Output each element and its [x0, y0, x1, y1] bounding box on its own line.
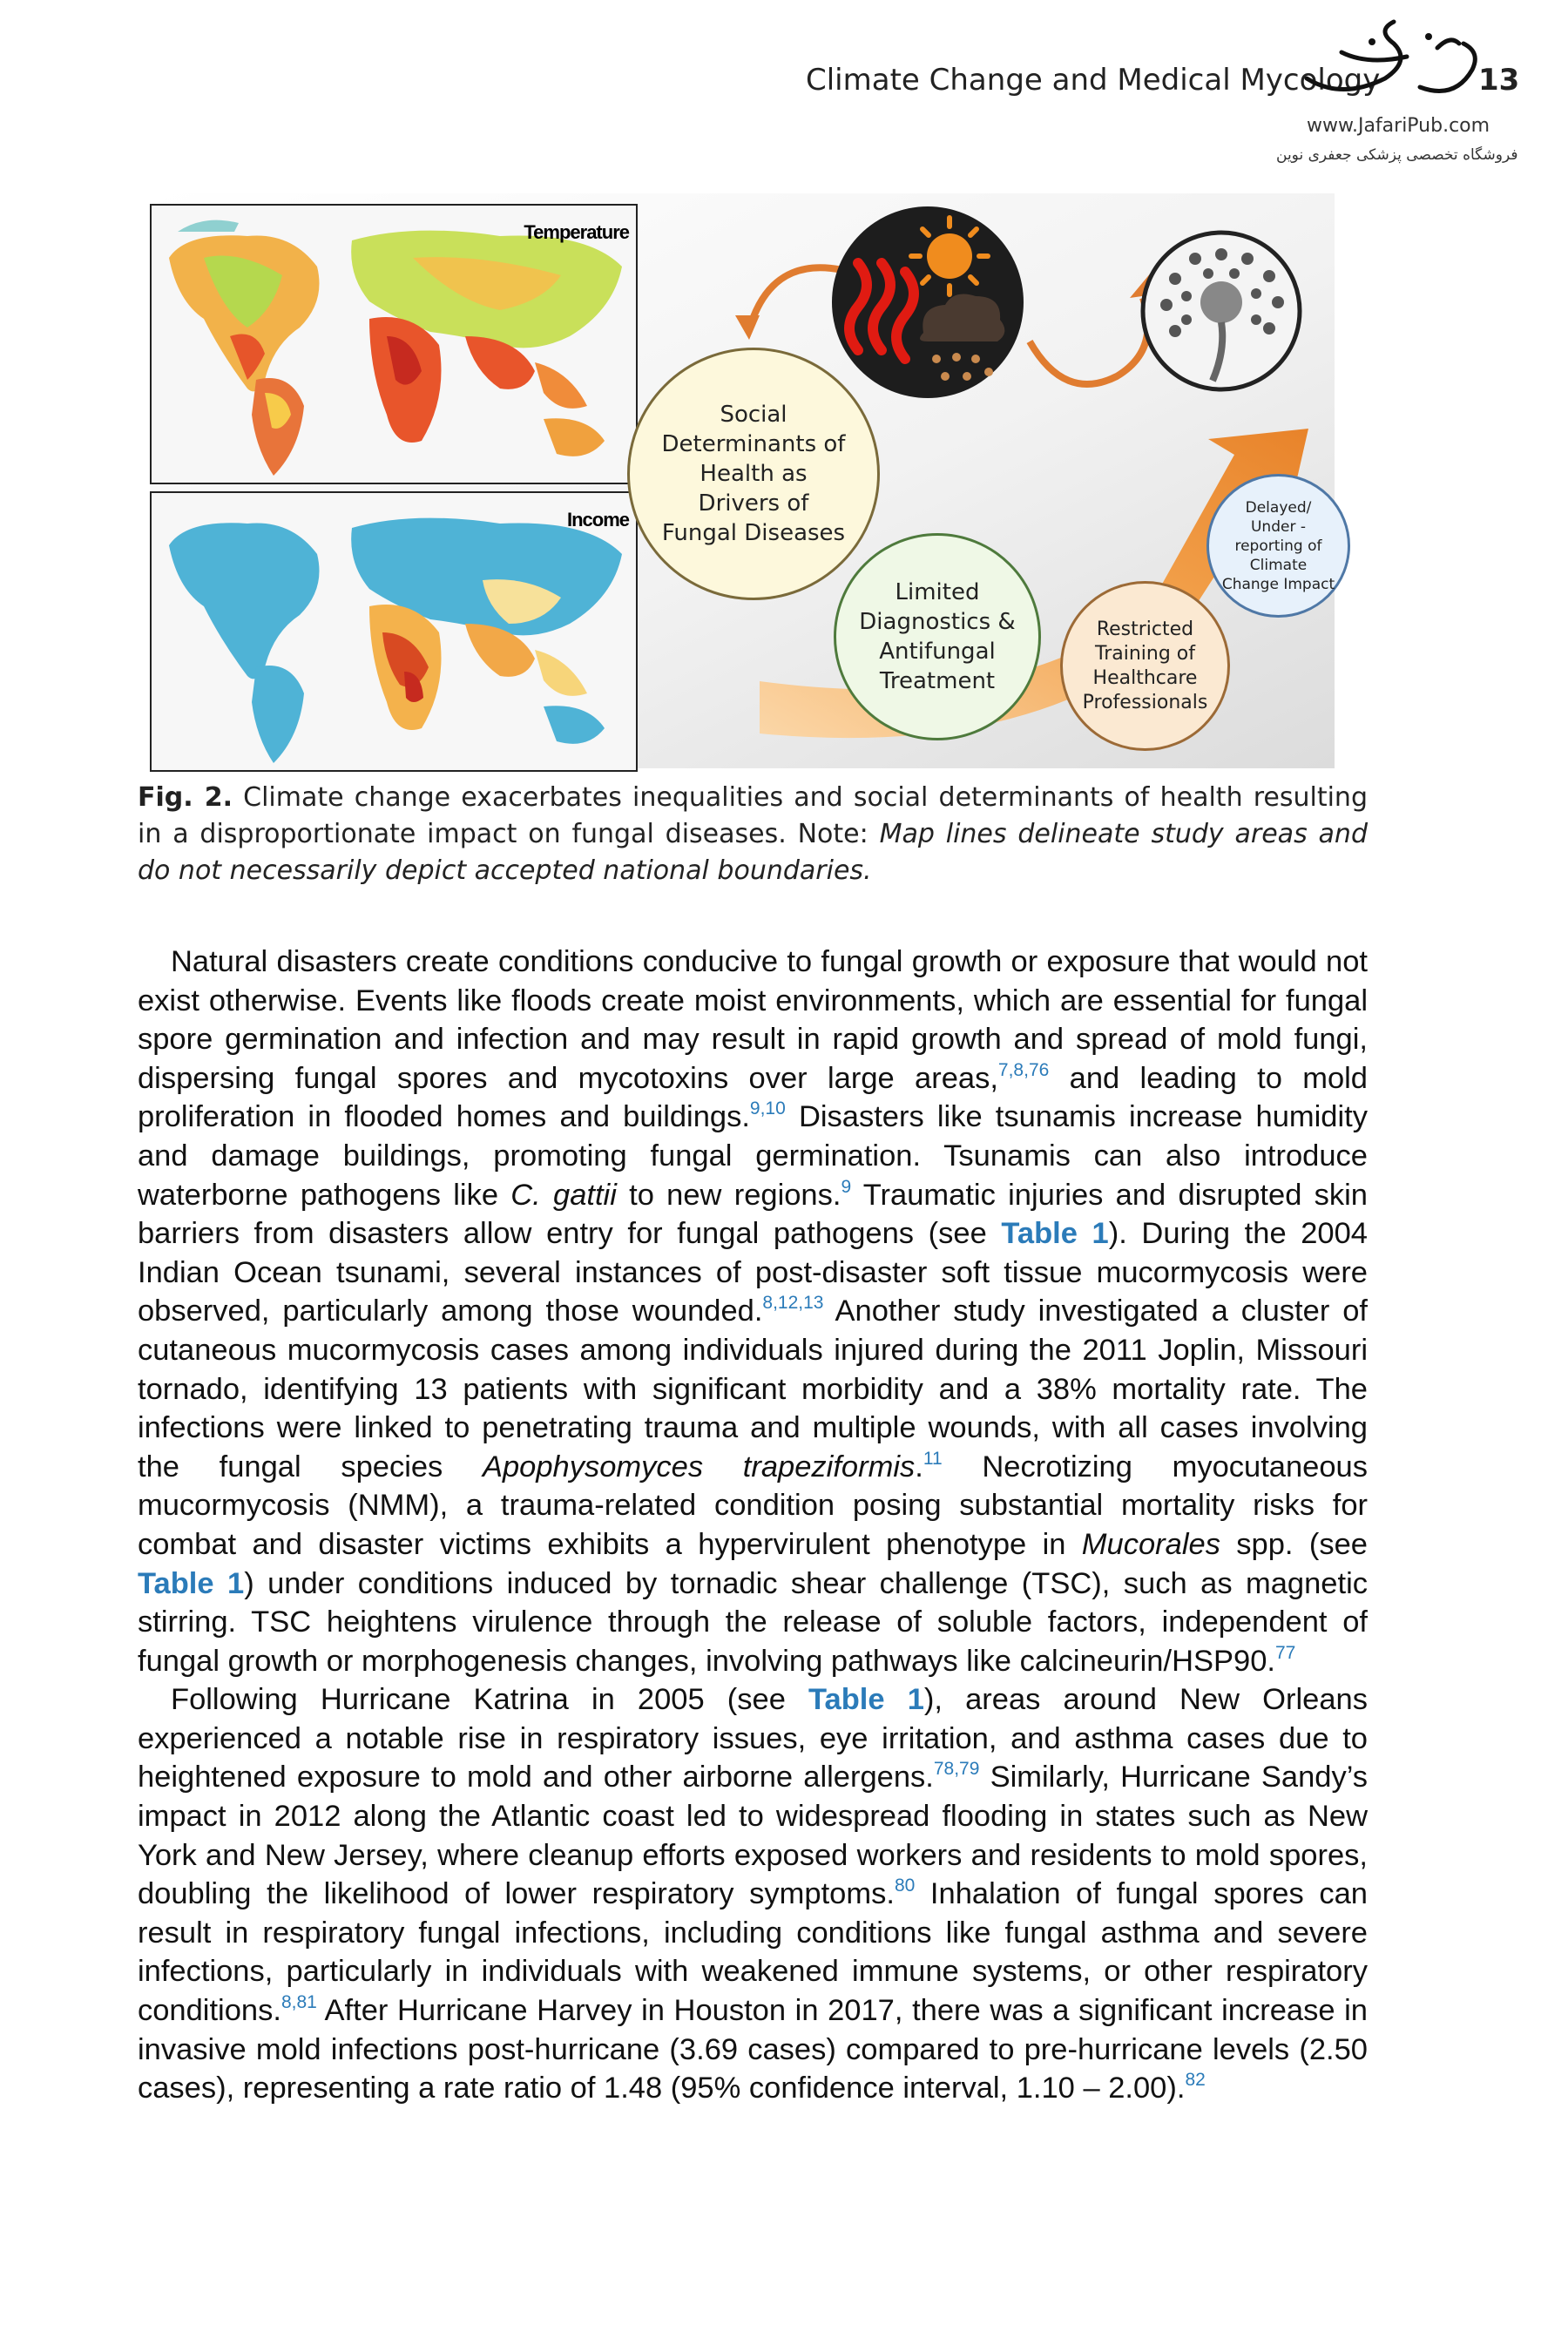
- text-span: Inhalation of fungal spores can result in respiratory fungal infections, including conditions like fungal asthma and severe infections, particularly in individuals with weakened immune systems, or other respiratory conditions.: [138, 1877, 1368, 2028]
- node-restricted-line: Professionals: [1082, 691, 1208, 713]
- node-limited-line: Treatment: [879, 668, 996, 694]
- text-span: Another study investigated a cluster of cutaneous mucormycosis cases among individuals injured during the 2011 Joplin, Missouri tornado, identifying 13 patients with significant morbidity and a 38% mortality rate. The infections were linked to penetrating trauma and multiple wounds, with all cases involving the fungal species: [138, 1294, 1368, 1484]
- caption-text: Climate change exacerbates inequalities and social determinants of health resulting in a disproportionate impact on fungal diseases. Note:: [138, 782, 1368, 849]
- text-span: spp. (see: [1220, 1527, 1368, 1561]
- text-span: Natural disasters create conditions conducive to fungal growth or exposure that would not exist otherwise. Events like floods create moist environments, which are essential for fungal spore germination and infection and may result in rapid growth and spread of mold fungi, dispersing fungal spores and mycotoxins over large areas,: [138, 945, 1368, 1095]
- node-social-line: Social: [720, 402, 787, 428]
- text-span: ) under conditions induced by tornadic shear challenge (TSC), such as magnetic stirring. TSC heightens virulence through the release of soluble factors, independent of fungal growth or morphogenesis changes, involving pathways like calcineurin/HSP90.: [138, 1566, 1368, 1678]
- temperature-world-map-icon: [152, 206, 636, 483]
- species-name: Mucorales: [1081, 1527, 1220, 1561]
- citation-link[interactable]: 82: [1185, 2070, 1206, 2091]
- node-delayed-line: Change Impact: [1221, 575, 1335, 593]
- climate-icon: [828, 202, 1028, 402]
- table-reference-link[interactable]: Table 1: [138, 1566, 245, 1600]
- node-delayed-line: Delayed/: [1245, 498, 1312, 517]
- temperature-map: [150, 204, 638, 484]
- species-name: C. gattii: [510, 1178, 617, 1212]
- publisher-logo-icon: [1289, 17, 1490, 113]
- income-map-label: Income: [566, 509, 629, 531]
- text-span: ). During the 2004 Indian Ocean tsunami, several instances of post-disaster soft tissue mucormycosis were observed, particularly among those wounded.: [138, 1217, 1368, 1328]
- node-social-line: Drivers of: [698, 490, 809, 517]
- node-delayed-line: Under -: [1250, 517, 1306, 536]
- node-limited-line: Diagnostics &: [859, 609, 1016, 635]
- citation-link[interactable]: 8,12,13: [762, 1293, 824, 1314]
- citation-link[interactable]: 80: [894, 1876, 916, 1896]
- citation-link[interactable]: 9,10: [749, 1098, 786, 1119]
- body-text: [138, 943, 1368, 2108]
- node-restricted-training: [1060, 581, 1230, 751]
- text-span: Traumatic injuries and disrupted skin barriers from disasters allow entry for fungal pathogens (see: [138, 1178, 1368, 1251]
- page-number: 13: [1478, 63, 1520, 98]
- species-name: Apophysomyces trapeziformis: [482, 1450, 916, 1484]
- paragraph-2: [138, 1680, 1368, 2108]
- citation-link[interactable]: 7,8,76: [997, 1059, 1050, 1080]
- text-span: Disasters like tsunamis increase humidity and damage buildings, promoting fungal germination. Tsunamis can also introduce waterborne pathogens like: [138, 1100, 1368, 1212]
- node-social-line: Determinants of: [661, 431, 846, 457]
- citation-link[interactable]: 11: [923, 1448, 943, 1469]
- text-span: to new regions.: [616, 1178, 841, 1212]
- node-social-line: Health as: [700, 461, 808, 487]
- text-span: After Hurricane Harvey in Houston in 2017, there was a significant increase in invasive mold infections post-hurricane (3.69 cases) compared to pre-hurricane levels (2.50 cases), representing a rate ratio of 1.48 (95% confidence interval, 1.10 – 2.00).: [138, 1994, 1368, 2105]
- figure-2: [150, 193, 1335, 768]
- text-span: and leading to mold proliferation in flooded homes and buildings.: [138, 1061, 1368, 1134]
- income-map: [150, 491, 638, 772]
- table-reference-link[interactable]: Table 1: [808, 1683, 924, 1717]
- node-social-line: Fungal Diseases: [661, 520, 846, 546]
- node-delayed-line: Climate: [1249, 556, 1308, 574]
- text-span: .: [915, 1450, 923, 1484]
- publisher-url: www.JafariPub.com: [1307, 115, 1490, 137]
- node-limited-line: Antifungal: [879, 639, 996, 665]
- node-restricted-line: Healthcare: [1092, 666, 1198, 689]
- table-reference-link[interactable]: Table 1: [1001, 1217, 1109, 1251]
- text-span: Necrotizing myocutaneous mucormycosis (NMM), a trauma-related condition posing substantial mortality risks for combat and disaster victims exhibits a hypervirulent phenotype in: [138, 1450, 1368, 1561]
- publisher-tagline: فروشگاه تخصصی پزشکی جعفری نوین: [1276, 146, 1518, 164]
- income-world-map-icon: [152, 493, 636, 770]
- node-limited-line: Limited: [895, 579, 980, 605]
- text-span: Similarly, Hurricane Sandy’s impact in 2012 along the Atlantic coast led to widespread flooding in states such as New York and New Jersey, where cleanup efforts exposed workers and residents to mold spores, doubling the likelihood of lower respiratory symptoms.: [138, 1761, 1368, 1911]
- fungus-microscopy-icon: [1139, 228, 1304, 394]
- figure-label: Fig. 2.: [138, 782, 233, 813]
- running-title: Climate Change and Medical Mycology: [806, 63, 1381, 98]
- node-delayed-reporting: [1206, 474, 1350, 618]
- node-restricted-line: Restricted: [1096, 618, 1194, 640]
- node-delayed-line: reporting of: [1234, 537, 1322, 555]
- citation-link[interactable]: 78,79: [933, 1759, 980, 1780]
- figure-caption: [138, 780, 1368, 889]
- text-span: ), areas around New Orleans experienced a notable rise in respiratory issues, eye irritation, and asthma cases due to heightened exposure to mold and other airborne allergens.: [138, 1683, 1368, 1794]
- citation-link[interactable]: 77: [1274, 1642, 1296, 1663]
- paragraph-1: [138, 943, 1368, 1680]
- citation-link[interactable]: 8,81: [280, 1992, 317, 2013]
- node-limited-diagnostics: [834, 533, 1041, 740]
- node-social-determinants: [627, 348, 880, 600]
- caption-note: Map lines delineate study areas and do not necessarily depict accepted national boundaries.: [138, 819, 1368, 886]
- node-restricted-line: Training of: [1094, 642, 1195, 665]
- temperature-map-label: Temperature: [524, 221, 629, 243]
- text-span: Following Hurricane Katrina in 2005 (see: [171, 1683, 809, 1717]
- citation-link[interactable]: 9: [841, 1176, 852, 1197]
